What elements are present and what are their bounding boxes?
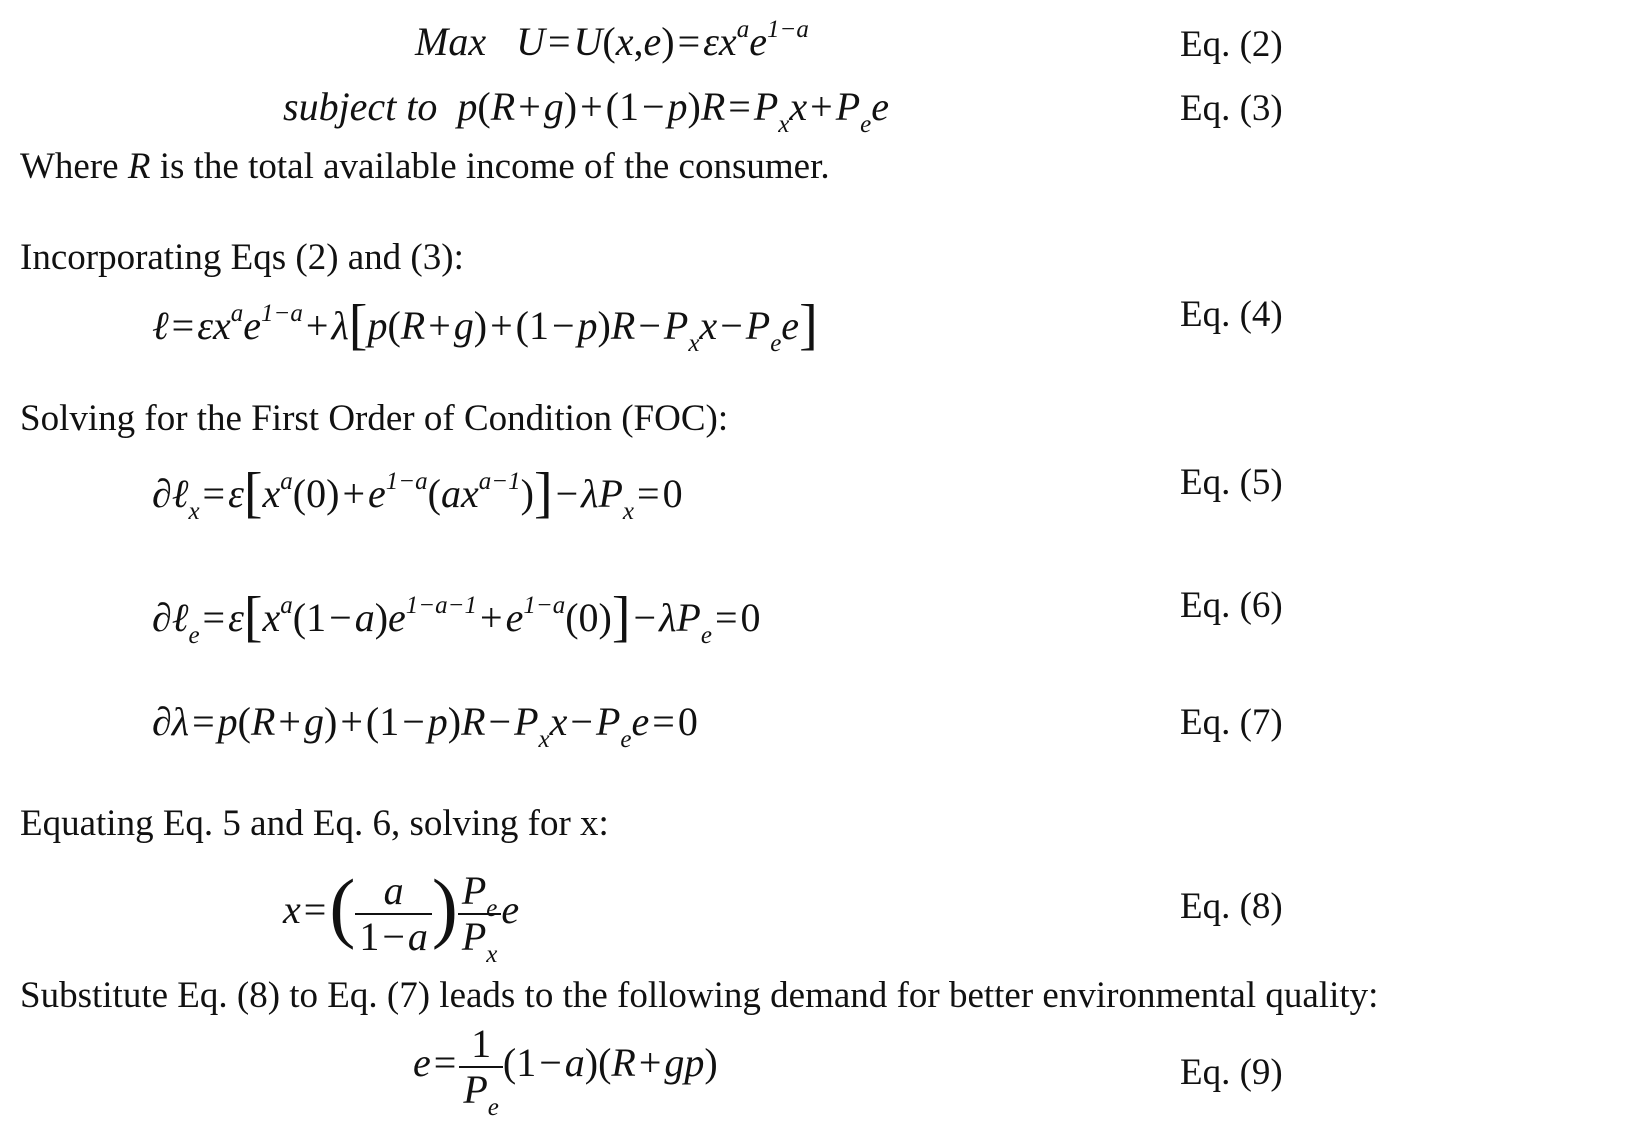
- equation-number-9: Eq. (9): [1180, 1052, 1283, 1093]
- fraction-pe-over-px: $\frac{P_e}{P_x}$: [458, 871, 502, 957]
- equation-number-8: Eq. (8): [1180, 886, 1283, 927]
- equation-number-3: Eq. (3): [1180, 88, 1283, 129]
- equation-6-foc-e: $\partial\ell_e=\varepsilon[x^a(1-a)e^{1-a-1}+e^{1-a}(0)]-\lambda P_e=0$: [152, 586, 761, 649]
- equation-3-budget: subject to $p(R+g)+(1-p)R=P_xx+P_ee$: [283, 84, 890, 138]
- subject-to-label: subject to: [283, 84, 438, 129]
- equation-9-e-demand: e= $\frac{1}{P_e}$ (1−a)(R+gp): [413, 1021, 718, 1121]
- equation-5-foc-x: $\partial\ell_x=\varepsilon[x^a(0)+e^{1-a}(ax^{a-1})]-\lambda P_x=0$: [152, 462, 683, 525]
- max-label: Max: [415, 19, 487, 64]
- equation-number-7: Eq. (7): [1180, 702, 1283, 743]
- equation-7-foc-lambda: $\partial\lambda=p(R+g)+(1-p)R-P_xx-P_ee=0$: [152, 699, 698, 753]
- equation-number-6: Eq. (6): [1180, 585, 1283, 626]
- equation-2-utility: Max $U=U(x,e)=\varepsilon x^ae^{1-a}$: [415, 16, 809, 64]
- equation-4-lagrangian: $\ell=\varepsilon x^ae^{1-a}+\lambda[p(R+g)+(1-p)R-P_xx-P_ee]$: [152, 294, 818, 357]
- equation-8-x-solution: x=( $\frac{a}{1-a}$ ) $\frac{P_e}{P_x}$ e: [283, 863, 520, 968]
- equation-number-5: Eq. (5): [1180, 462, 1283, 503]
- paragraph-where-r: Where R is the total available income of the consumer.: [20, 146, 830, 187]
- paragraph-incorporating: Incorporating Eqs (2) and (3):: [20, 237, 464, 278]
- fraction-one-over-pe: $\frac{1}{P_e}$: [459, 1024, 503, 1110]
- fraction-a-over-one-minus-a: $\frac{a}{1-a}$: [355, 871, 432, 957]
- paragraph-equating: Equating Eq. 5 and Eq. 6, solving for x:: [20, 803, 609, 844]
- equation-number-4: Eq. (4): [1180, 294, 1283, 335]
- paragraph-substitute: Substitute Eq. (8) to Eq. (7) leads to the following demand for better environmental quality:: [20, 975, 1379, 1016]
- paragraph-solving-foc: Solving for the First Order of Condition (FOC):: [20, 398, 729, 439]
- equation-number-2: Eq. (2): [1180, 24, 1283, 65]
